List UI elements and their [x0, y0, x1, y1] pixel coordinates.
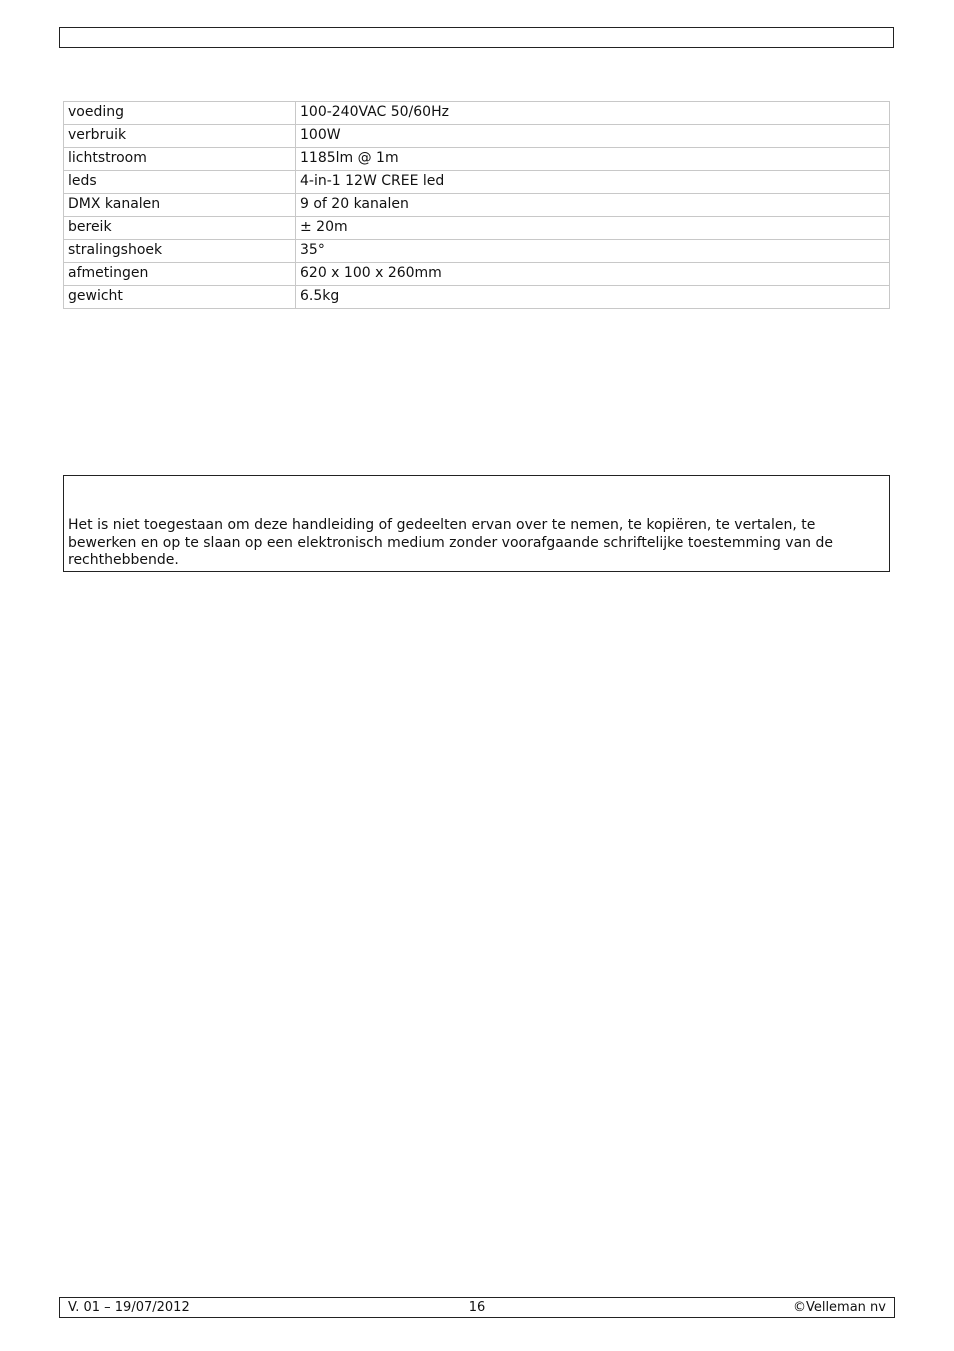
spec-value: 1185lm @ 1m [296, 148, 890, 171]
spec-label: verbruik [64, 125, 296, 148]
page-footer [59, 1297, 895, 1318]
page-header-box [59, 27, 894, 48]
footer-page-number: 16 [468, 1300, 486, 1315]
spec-label: gewicht [64, 286, 296, 309]
spec-label: bereik [64, 217, 296, 240]
table-row [64, 171, 890, 194]
specifications-table [63, 101, 890, 309]
table-row [64, 263, 890, 286]
table-row [64, 217, 890, 240]
spec-value: 620 x 100 x 260mm [296, 263, 890, 286]
copyright-notice-box [63, 475, 890, 572]
table-row [64, 102, 890, 125]
table-row [64, 194, 890, 217]
table-row [64, 240, 890, 263]
spec-value: ± 20m [296, 217, 890, 240]
spec-label: voeding [64, 102, 296, 125]
table-row [64, 148, 890, 171]
spec-label: DMX kanalen [64, 194, 296, 217]
spec-value: 6.5kg [296, 286, 890, 309]
table-row [64, 125, 890, 148]
spec-label: lichtstroom [64, 148, 296, 171]
spec-value: 35° [296, 240, 890, 263]
copyright-notice-text: Het is niet toegestaan om deze handleiding of gedeelten ervan over te nemen, te kopiëren, te vertalen, te bewerken en op te slaan op een elektronisch medium zonder voorafgaande schriftelijke toestemming van de rechthebbende. [68, 517, 833, 568]
footer-version: V. 01 – 19/07/2012 [68, 1300, 190, 1315]
spec-value: 9 of 20 kanalen [296, 194, 890, 217]
spec-label: stralingshoek [64, 240, 296, 263]
table-row [64, 286, 890, 309]
spec-value: 100-240VAC 50/60Hz [296, 102, 890, 125]
spec-label: afmetingen [64, 263, 296, 286]
spec-label: leds [64, 171, 296, 194]
footer-copyright: ©Velleman nv [792, 1300, 886, 1315]
spec-value: 4-in-1 12W CREE led [296, 171, 890, 194]
spec-value: 100W [296, 125, 890, 148]
